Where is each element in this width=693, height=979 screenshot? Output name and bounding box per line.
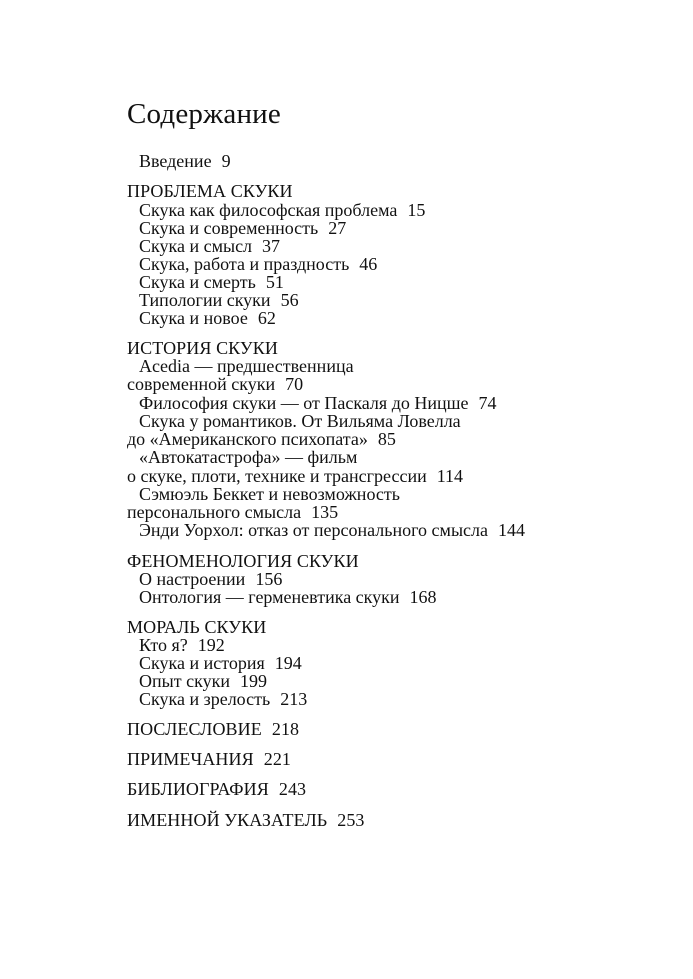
entry-page: 135 [311,502,339,522]
toc-entry-line1[interactable]: «Автокатастрофа» — фильм [139,447,358,467]
entry-page: 15 [407,200,426,220]
entry-label: БИБЛИОГРАФИЯ [127,779,269,799]
entry-label: Кто я? [139,635,188,655]
entry-page: 51 [265,272,284,292]
entry-page: 37 [262,236,281,256]
toc-entry[interactable] [139,236,280,256]
entry-page: 62 [257,308,276,328]
entry-page: 192 [197,635,225,655]
entry-page: 243 [278,779,307,799]
toc-entry-afterword[interactable] [127,719,299,739]
entry-page: 168 [409,587,437,607]
entry-page: 56 [280,290,299,310]
entry-label: Типологии скуки [139,290,271,310]
toc-entry-notes[interactable] [127,749,291,769]
entry-page: 253 [337,810,365,830]
entry-label: Опыт скуки [139,671,230,691]
entry-label: Онтология — герменевтика скуки [139,587,400,607]
entry-label: Скука и смерть [139,272,256,292]
toc-entry[interactable] [139,689,307,709]
entry-label: ИМЕННОЙ УКАЗАТЕЛЬ [127,810,328,830]
toc-entry[interactable] [139,520,525,540]
entry-page: 194 [274,653,302,673]
toc-entry[interactable] [139,254,377,274]
entry-page: 144 [498,520,525,540]
toc-entry[interactable] [139,635,225,655]
entry-page: 218 [271,719,300,739]
toc-entry-intro[interactable] [139,151,231,171]
entry-page: 85 [377,429,396,449]
entry-label: Скука и история [139,653,265,673]
entry-page: 46 [359,254,378,274]
entry-label: ПОСЛЕСЛОВИЕ [127,719,262,739]
toc-entry[interactable] [139,272,284,292]
toc-entry-line1[interactable]: Скука у романтиков. От Вильяма Ловелла [139,411,461,431]
toc-entry-line1[interactable]: Acedia — предшественница [139,356,354,376]
section-heading-morality[interactable]: МОРАЛЬ СКУКИ [127,617,267,637]
toc-entry-bibliography[interactable] [127,779,306,799]
toc-entry[interactable] [139,393,496,413]
entry-label: Энди Уорхол: отказ от персонального смысла [139,520,488,540]
entry-label: Скука и смысл [139,236,253,256]
entry-page: 114 [436,466,464,486]
entry-label: Скука как философская проблема [139,200,398,220]
entry-label: О настроении [139,569,246,589]
toc-entry[interactable] [139,290,299,310]
entry-label: Скука и новое [139,308,248,328]
entry-label: Скука и современность [139,218,319,238]
entry-page: 9 [221,151,231,171]
entry-label: Скука, работа и праздность [139,254,350,274]
section-heading-problem[interactable]: ПРОБЛЕМА СКУКИ [127,181,293,201]
entry-page: 27 [328,218,347,238]
toc-entry-line2[interactable] [127,374,303,394]
entry-page: 213 [280,689,308,709]
entry-label: Введение [139,151,212,171]
entry-label: ПРИМЕЧАНИЯ [127,749,254,769]
toc-entry[interactable] [139,569,282,589]
entry-label: до «Американского психопата» [127,429,368,449]
section-heading-phenomenology[interactable]: ФЕНОМЕНОЛОГИЯ СКУКИ [127,551,359,571]
entry-page: 156 [255,569,283,589]
toc-entry-line2[interactable] [127,429,396,449]
entry-label: Философия скуки — от Паскаля до Ницше [139,393,469,413]
section-heading-history[interactable]: ИСТОРИЯ СКУКИ [127,338,278,358]
entry-page: 70 [285,374,304,394]
entry-label: о скуке, плоти, технике и трансгрессии [127,466,427,486]
entry-page: 199 [239,671,267,691]
toc-entry[interactable] [139,308,276,328]
page-title: Содержание [127,98,281,130]
toc-entry-line2[interactable] [127,502,338,522]
entry-page: 74 [478,393,497,413]
toc-entry[interactable] [139,200,425,220]
toc-entry[interactable] [139,587,437,607]
entry-label: персонального смысла [127,502,302,522]
toc-entry[interactable] [139,671,267,691]
entry-label: современной скуки [127,374,276,394]
toc-entry-line2[interactable] [127,466,463,486]
entry-label: Скука и зрелость [139,689,271,709]
toc-entry[interactable] [139,653,302,673]
toc-entry-name-index[interactable] [127,810,365,830]
toc-entry-line1[interactable]: Сэмюэль Беккет и невозможность [139,484,400,504]
entry-page: 221 [263,749,292,769]
toc-entry[interactable] [139,218,346,238]
